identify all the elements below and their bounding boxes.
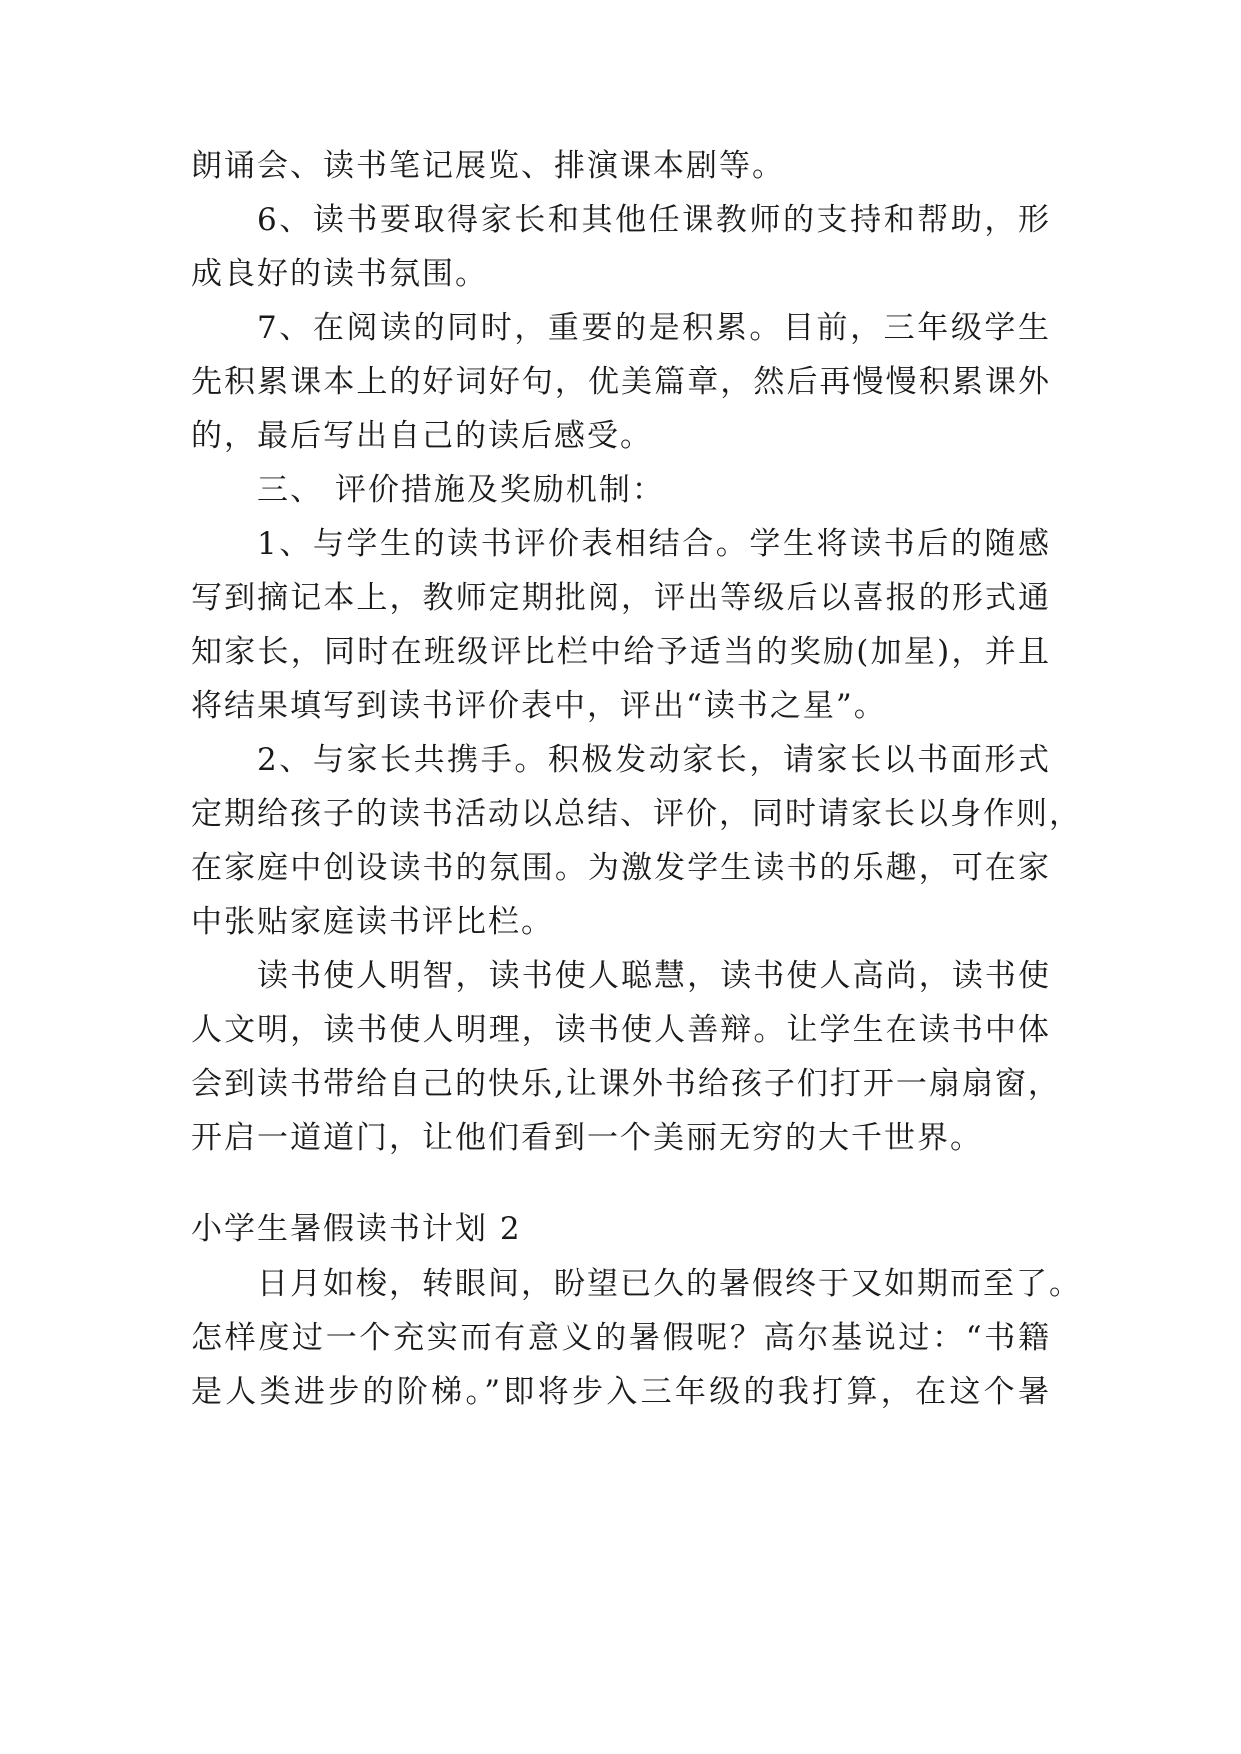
text-line: 写到摘记本上，教师定期批阅，评出等级后以喜报的形式通 [191, 580, 1051, 616]
text-line: 的，最后写出自己的读后感受。 [191, 418, 653, 454]
text-line: 是人类进步的阶梯。”即将步入三年级的我打算，在这个暑 [191, 1374, 1051, 1410]
text-line: 知家长，同时在班级评比栏中给予适当的奖励(加星)，并且 [191, 634, 1051, 670]
text-line: 读书使人明智，读书使人聪慧，读书使人高尚，读书使 [257, 958, 1051, 994]
text-line: 1、与学生的读书评价表相结合。学生将读书后的随感 [257, 526, 1051, 562]
text-line: 日月如梭，转眼间，盼望已久的暑假终于又如期而至了。 [257, 1266, 1082, 1302]
text-line: 2、与家长共携手。积极发动家长，请家长以书面形式 [257, 742, 1051, 778]
text-line: 6、读书要取得家长和其他任课教师的支持和帮助，形 [257, 202, 1051, 238]
text-line: 朗诵会、读书笔记展览、排演课本剧等。 [191, 148, 785, 184]
section-heading: 三、 评价措施及奖励机制： [257, 472, 665, 508]
text-line: 将结果填写到读书评价表中，评出“读书之星”。 [191, 688, 887, 724]
article-title: 小学生暑假读书计划 2 [191, 1211, 522, 1247]
text-line: 会到读书带给自己的快乐,让课外书给孩子们打开一扇扇窗， [191, 1066, 1061, 1102]
text-line: 成良好的读书氛围。 [191, 256, 488, 292]
text-line: 人文明，读书使人明理，读书使人善辩。让学生在读书中体 [191, 1012, 1051, 1048]
text-line: 先积累课本上的好词好句，优美篇章，然后再慢慢积累课外 [191, 364, 1051, 400]
text-line: 中张贴家庭读书评比栏。 [191, 904, 554, 940]
text-line: 在家庭中创设读书的氛围。为激发学生读书的乐趣，可在家 [191, 850, 1051, 886]
text-line: 7、在阅读的同时，重要的是积累。目前，三年级学生 [257, 310, 1051, 346]
text-line: 怎样度过一个充实而有意义的暑假呢？高尔基说过：“书籍 [191, 1320, 1051, 1356]
text-line: 定期给孩子的读书活动以总结、评价，同时请家长以身作则， [191, 796, 1082, 832]
text-line: 开启一道道门，让他们看到一个美丽无穷的大千世界。 [191, 1120, 983, 1156]
